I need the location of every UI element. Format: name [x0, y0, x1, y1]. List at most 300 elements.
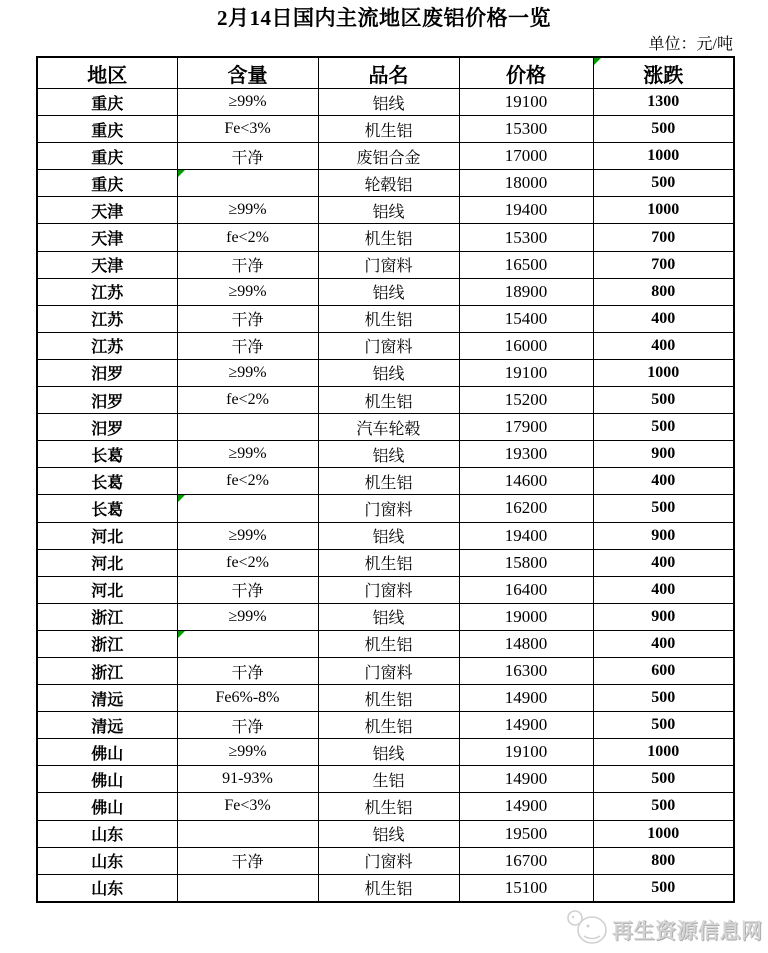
cell-region-value: 汨罗	[91, 366, 124, 384]
cell-product	[318, 251, 459, 278]
cell-region	[37, 739, 177, 766]
cell-product	[318, 576, 459, 603]
table-row	[37, 197, 734, 224]
cell-price	[459, 522, 593, 549]
cell-product-value: 机生铝	[364, 691, 413, 709]
cell-change-value: 400	[651, 336, 676, 354]
cell-product-value: 门窗料	[364, 854, 413, 872]
cell-content-value: ≥99%	[228, 607, 267, 625]
table-row	[37, 685, 734, 712]
column-header	[318, 57, 459, 89]
cell-region	[37, 143, 177, 170]
cell-change-value: 600	[651, 662, 676, 680]
cell-content-value: 干净	[231, 583, 264, 601]
cell-price-value: 15200	[504, 390, 548, 410]
table-row	[37, 495, 734, 522]
cell-change-value: 900	[651, 607, 676, 625]
cell-region-value: 山东	[91, 854, 124, 872]
column-header-label: 地区	[87, 64, 128, 87]
cell-region	[37, 630, 177, 657]
cell-price-value: 19100	[504, 362, 548, 382]
cell-product	[318, 495, 459, 522]
table-row	[37, 874, 734, 902]
cell-product-value: 铝线	[372, 447, 405, 465]
cell-change	[593, 549, 734, 576]
cell-region-value: 重庆	[91, 95, 124, 113]
cell-content	[177, 359, 318, 386]
cell-price	[459, 576, 593, 603]
cell-product-value: 机生铝	[364, 718, 413, 736]
cell-change-value: 1000	[647, 147, 680, 165]
cell-price	[459, 657, 593, 684]
cell-region-value: 山东	[91, 881, 124, 899]
cell-region-value: 佛山	[91, 745, 124, 763]
cell-product-value: 门窗料	[364, 258, 413, 276]
column-header	[177, 57, 318, 89]
table-row	[37, 224, 734, 251]
cell-change-value: 800	[651, 851, 676, 869]
cell-change	[593, 603, 734, 630]
cell-product-value: 机生铝	[364, 556, 413, 574]
table-row	[37, 305, 734, 332]
cell-change	[593, 89, 734, 116]
table-row	[37, 576, 734, 603]
column-header	[459, 57, 593, 89]
cell-product	[318, 441, 459, 468]
cell-product-value: 机生铝	[364, 799, 413, 817]
cell-product	[318, 847, 459, 874]
cell-content-value: 干净	[231, 258, 264, 276]
cell-content-value: ≥99%	[228, 445, 267, 463]
cell-product	[318, 414, 459, 441]
cell-product	[318, 387, 459, 414]
cell-price	[459, 414, 593, 441]
cell-region-value: 浙江	[91, 664, 124, 682]
cell-region	[37, 468, 177, 495]
cell-region-value: 江苏	[91, 285, 124, 303]
cell-product-value: 门窗料	[364, 339, 413, 357]
cell-change	[593, 522, 734, 549]
cell-content-value: Fe<3%	[224, 120, 271, 138]
cell-price	[459, 170, 593, 197]
cell-content-value: 干净	[231, 664, 264, 682]
cell-region-value: 山东	[91, 827, 124, 845]
cell-product-value: 铝线	[372, 529, 405, 547]
cell-change-value: 500	[651, 689, 676, 707]
cell-price-value: 16000	[504, 335, 548, 355]
table-row	[37, 143, 734, 170]
cell-price	[459, 143, 593, 170]
cell-product-value: 铝线	[372, 285, 405, 303]
cell-content	[177, 441, 318, 468]
cell-product	[318, 874, 459, 902]
cell-product-value: 铝线	[372, 745, 405, 763]
cell-product-value: 机生铝	[364, 474, 413, 492]
cell-product-value: 轮毂铝	[364, 176, 413, 194]
cell-price-value: 18900	[504, 281, 548, 301]
watermark	[564, 908, 763, 951]
cell-price	[459, 495, 593, 522]
cell-region-value: 佛山	[91, 772, 124, 790]
cell-change-value: 700	[651, 255, 676, 273]
cell-product	[318, 116, 459, 143]
cell-content	[177, 576, 318, 603]
table-row	[37, 116, 734, 143]
cell-content-value: 91-93%	[222, 770, 273, 788]
cell-content	[177, 251, 318, 278]
cell-change-value: 500	[651, 499, 676, 517]
cell-content	[177, 657, 318, 684]
cell-price-value: 19100	[504, 742, 548, 762]
cell-region-value: 江苏	[91, 339, 124, 357]
cell-product-value: 门窗料	[364, 664, 413, 682]
cell-change-value: 1300	[647, 93, 680, 111]
watermark-text: 再生资源信息网	[612, 918, 763, 943]
cell-content	[177, 305, 318, 332]
cell-price-value: 14800	[504, 633, 548, 653]
cell-region	[37, 387, 177, 414]
cell-region	[37, 549, 177, 576]
cell-change-value: 1000	[647, 201, 680, 219]
table-row	[37, 820, 734, 847]
cell-region-value: 河北	[91, 529, 124, 547]
cell-content	[177, 603, 318, 630]
cell-price-value: 19500	[504, 823, 548, 843]
cell-change-value: 700	[651, 228, 676, 246]
cell-content	[177, 549, 318, 576]
cell-price-value: 14900	[504, 796, 548, 816]
cell-price	[459, 847, 593, 874]
cell-change	[593, 793, 734, 820]
cell-change-value: 900	[651, 445, 676, 463]
page-title: 2月14日国内主流地区废铝价格一览	[217, 6, 551, 30]
cell-change-value: 1000	[647, 824, 680, 842]
comment-marker-icon	[178, 495, 185, 502]
cell-change-value: 500	[651, 120, 676, 138]
cell-price	[459, 332, 593, 359]
cell-price-value: 14600	[504, 471, 548, 491]
cell-region	[37, 793, 177, 820]
cell-region	[37, 89, 177, 116]
cell-region-value: 天津	[91, 231, 124, 249]
cell-region-value: 河北	[91, 556, 124, 574]
cell-region-value: 重庆	[91, 149, 124, 167]
cell-product	[318, 170, 459, 197]
cell-content	[177, 224, 318, 251]
cell-product-value: 铝线	[372, 203, 405, 221]
cell-price	[459, 197, 593, 224]
cell-price-value: 15300	[504, 227, 548, 247]
cell-region-value: 天津	[91, 258, 124, 276]
cell-content-value: Fe6%-8%	[215, 689, 280, 707]
header-row	[37, 57, 734, 89]
cell-content	[177, 414, 318, 441]
cell-region	[37, 657, 177, 684]
cell-price	[459, 89, 593, 116]
cell-price	[459, 278, 593, 305]
cell-content-value: 干净	[231, 854, 264, 872]
cell-region	[37, 278, 177, 305]
cell-content	[177, 766, 318, 793]
table-row	[37, 414, 734, 441]
cell-product-value: 铝线	[372, 827, 405, 845]
cell-content	[177, 495, 318, 522]
cell-price-value: 19100	[504, 92, 548, 112]
cell-product-value: 门窗料	[364, 583, 413, 601]
cell-change	[593, 685, 734, 712]
table-row	[37, 712, 734, 739]
cell-region-value: 浙江	[91, 610, 124, 628]
cell-change-value: 400	[651, 553, 676, 571]
cell-content	[177, 332, 318, 359]
table-row	[37, 278, 734, 305]
cell-change	[593, 630, 734, 657]
table-row	[37, 89, 734, 116]
cell-price	[459, 874, 593, 902]
cell-change	[593, 387, 734, 414]
cell-region	[37, 685, 177, 712]
cell-change-value: 1000	[647, 363, 680, 381]
cell-price	[459, 685, 593, 712]
cell-change	[593, 116, 734, 143]
cell-change-value: 500	[651, 878, 676, 896]
cell-price-value: 14900	[504, 688, 548, 708]
cell-change	[593, 305, 734, 332]
cell-region-value: 江苏	[91, 312, 124, 330]
cell-content	[177, 468, 318, 495]
cell-content-value: 干净	[231, 339, 264, 357]
cell-change	[593, 712, 734, 739]
cell-product	[318, 766, 459, 793]
cell-product	[318, 549, 459, 576]
cell-content	[177, 820, 318, 847]
cell-price-value: 16300	[504, 661, 548, 681]
cell-price	[459, 549, 593, 576]
cell-change	[593, 414, 734, 441]
cell-product	[318, 224, 459, 251]
cell-product	[318, 332, 459, 359]
column-header-label: 品名	[368, 64, 409, 87]
cell-product-value: 机生铝	[364, 637, 413, 655]
price-table-header	[37, 57, 734, 89]
cell-change	[593, 224, 734, 251]
cell-price-value: 15300	[504, 119, 548, 139]
cell-price-value: 19000	[504, 606, 548, 626]
cell-product	[318, 89, 459, 116]
cell-change	[593, 332, 734, 359]
cell-change	[593, 766, 734, 793]
table-row	[37, 441, 734, 468]
cell-change	[593, 170, 734, 197]
cell-content-value: ≥99%	[228, 201, 267, 219]
cell-price-value: 16700	[504, 850, 548, 870]
column-header	[37, 57, 177, 89]
cell-product-value: 机生铝	[364, 393, 413, 411]
cell-price-value: 15400	[504, 308, 548, 328]
cell-region	[37, 712, 177, 739]
table-row	[37, 251, 734, 278]
cell-content-value: fe<2%	[226, 228, 269, 246]
cell-region	[37, 359, 177, 386]
cell-price	[459, 766, 593, 793]
cell-content	[177, 793, 318, 820]
cell-price-value: 14900	[504, 715, 548, 735]
cell-region-value: 重庆	[91, 122, 124, 140]
cell-region	[37, 197, 177, 224]
cell-region-value: 汨罗	[91, 393, 124, 411]
cell-product-value: 机生铝	[364, 312, 413, 330]
cell-product	[318, 630, 459, 657]
cell-change	[593, 739, 734, 766]
cell-change-value: 500	[651, 770, 676, 788]
cell-change	[593, 576, 734, 603]
table-row	[37, 630, 734, 657]
cell-price-value: 19400	[504, 525, 548, 545]
cell-product	[318, 739, 459, 766]
cell-region-value: 河北	[91, 583, 124, 601]
cell-region	[37, 414, 177, 441]
cell-region-value: 天津	[91, 203, 124, 221]
table-row	[37, 793, 734, 820]
cell-product-value: 废铝合金	[356, 149, 421, 167]
unit-label: 单位：元/吨	[648, 36, 733, 53]
cell-product	[318, 143, 459, 170]
cell-region-value: 佛山	[91, 799, 124, 817]
cell-content-value: 干净	[231, 149, 264, 167]
cell-region	[37, 522, 177, 549]
cell-product-value: 汽车轮毂	[356, 420, 421, 438]
cell-change	[593, 657, 734, 684]
cell-price-value: 19400	[504, 200, 548, 220]
table-row	[37, 468, 734, 495]
cell-change	[593, 847, 734, 874]
cell-product-value: 铝线	[372, 610, 405, 628]
cell-price-value: 18000	[504, 173, 548, 193]
cell-price	[459, 305, 593, 332]
cell-content	[177, 143, 318, 170]
cell-change	[593, 820, 734, 847]
cell-change-value: 400	[651, 309, 676, 327]
cell-content-value: ≥99%	[228, 526, 267, 544]
cell-price	[459, 441, 593, 468]
cell-content	[177, 170, 318, 197]
cell-content	[177, 89, 318, 116]
cell-region-value: 长葛	[91, 501, 124, 519]
cell-price-value: 19300	[504, 444, 548, 464]
cell-product	[318, 712, 459, 739]
cell-price	[459, 793, 593, 820]
cell-change-value: 1000	[647, 743, 680, 761]
cell-content-value: 干净	[231, 312, 264, 330]
cell-region	[37, 495, 177, 522]
cell-price-value: 16500	[504, 254, 548, 274]
cell-price	[459, 251, 593, 278]
cell-region	[37, 874, 177, 902]
cell-region	[37, 820, 177, 847]
column-header-label: 涨跌	[643, 64, 684, 87]
cell-change	[593, 468, 734, 495]
cell-content	[177, 630, 318, 657]
table-row	[37, 847, 734, 874]
cell-region-value: 清远	[91, 691, 124, 709]
cell-product-value: 生铝	[372, 772, 405, 790]
cell-content-value: ≥99%	[228, 743, 267, 761]
cell-region	[37, 441, 177, 468]
cell-region	[37, 224, 177, 251]
cell-price	[459, 739, 593, 766]
cell-price	[459, 359, 593, 386]
column-header-label: 含量	[227, 64, 268, 87]
cell-change-value: 500	[651, 174, 676, 192]
cell-product	[318, 657, 459, 684]
cell-region	[37, 305, 177, 332]
cell-region	[37, 332, 177, 359]
cell-region-value: 长葛	[91, 447, 124, 465]
cell-change	[593, 278, 734, 305]
recycling-mascot-logo-icon	[564, 908, 610, 951]
cell-content	[177, 874, 318, 902]
cell-change	[593, 874, 734, 902]
cell-region-value: 长葛	[91, 474, 124, 492]
table-row	[37, 657, 734, 684]
cell-change-value: 400	[651, 634, 676, 652]
cell-price	[459, 116, 593, 143]
table-row	[37, 387, 734, 414]
cell-region	[37, 766, 177, 793]
cell-change-value: 500	[651, 716, 676, 734]
comment-marker-icon	[178, 631, 185, 638]
cell-price-value: 16400	[504, 579, 548, 599]
cell-product	[318, 197, 459, 224]
cell-content-value: fe<2%	[226, 472, 269, 490]
cell-change	[593, 197, 734, 224]
cell-product	[318, 603, 459, 630]
cell-change	[593, 359, 734, 386]
cell-region	[37, 170, 177, 197]
cell-region-value: 汨罗	[91, 420, 124, 438]
cell-change	[593, 143, 734, 170]
cell-content-value: ≥99%	[228, 363, 267, 381]
table-row	[37, 170, 734, 197]
comment-marker-icon	[594, 58, 601, 65]
table-row	[37, 603, 734, 630]
cell-content	[177, 116, 318, 143]
cell-product	[318, 522, 459, 549]
cell-change	[593, 441, 734, 468]
cell-content	[177, 712, 318, 739]
cell-price	[459, 712, 593, 739]
cell-change	[593, 495, 734, 522]
cell-change-value: 400	[651, 580, 676, 598]
cell-change-value: 500	[651, 418, 676, 436]
cell-product	[318, 685, 459, 712]
cell-region-value: 清远	[91, 718, 124, 736]
cell-price	[459, 224, 593, 251]
cell-price-value: 17900	[504, 417, 548, 437]
cell-product	[318, 468, 459, 495]
price-table-body	[37, 89, 734, 902]
table-row	[37, 359, 734, 386]
cell-price	[459, 387, 593, 414]
cell-price-value: 15800	[504, 552, 548, 572]
cell-content	[177, 739, 318, 766]
cell-product-value: 门窗料	[364, 501, 413, 519]
column-header	[593, 57, 734, 89]
cell-region-value: 重庆	[91, 176, 124, 194]
cell-content	[177, 278, 318, 305]
cell-price-value: 15100	[504, 877, 548, 897]
cell-region	[37, 576, 177, 603]
